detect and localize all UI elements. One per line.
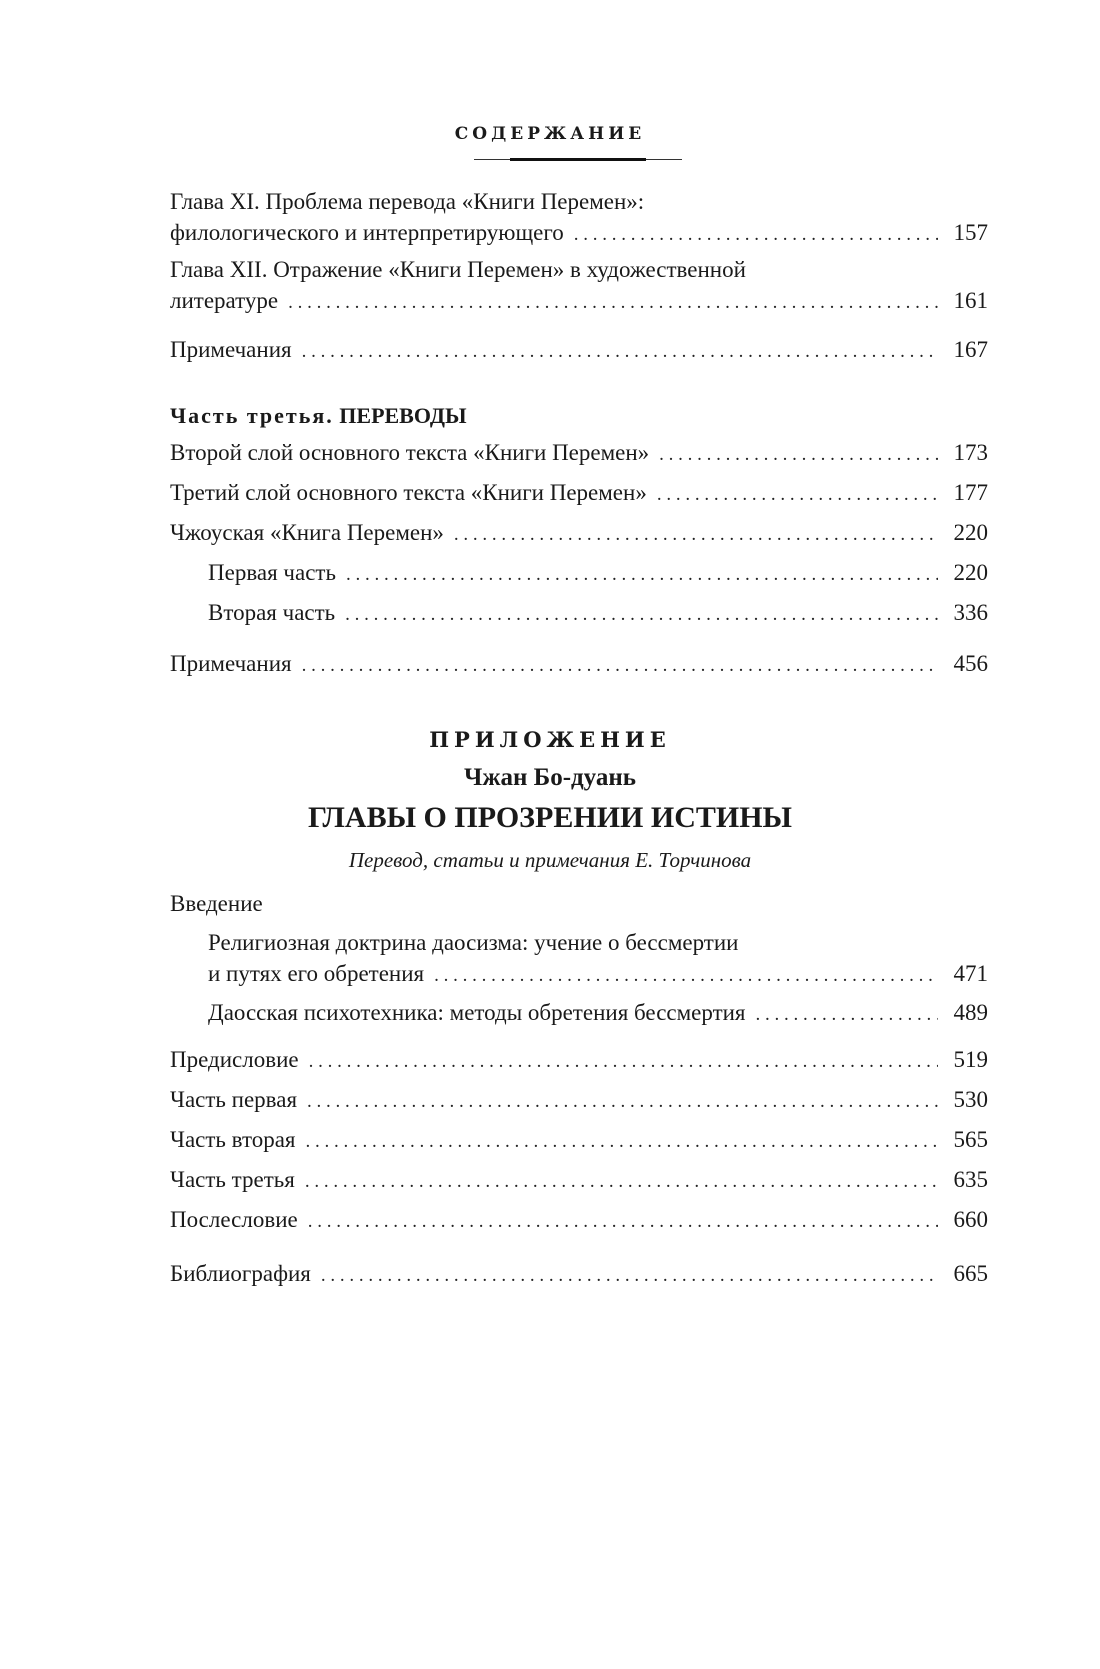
toc-page-number: 489 bbox=[953, 1000, 988, 1025]
toc-entry-text: Первая часть bbox=[208, 560, 336, 585]
part-heading bbox=[170, 400, 988, 431]
toc-entry[interactable] bbox=[170, 1044, 988, 1077]
toc-part2-tail bbox=[170, 186, 988, 367]
toc-entry-text: Библиография bbox=[170, 1261, 311, 1286]
toc-entry-text: Второй слой основного текста «Книги Перемен» bbox=[170, 440, 650, 465]
toc-page-number: 167 bbox=[953, 337, 988, 362]
toc-entry[interactable] bbox=[170, 186, 988, 250]
leader-dots bbox=[305, 1166, 938, 1197]
leader-dots bbox=[321, 1260, 938, 1291]
toc-page-number: 530 bbox=[953, 1087, 988, 1112]
toc-page-number: 665 bbox=[953, 1261, 988, 1286]
toc-page-number: 635 bbox=[953, 1167, 988, 1192]
toc-page-number: 220 bbox=[953, 560, 988, 585]
toc-page-number: 157 bbox=[953, 220, 988, 245]
leader-dots bbox=[305, 1126, 938, 1157]
leader-dots bbox=[434, 960, 938, 991]
toc-page-number: 471 bbox=[953, 961, 988, 986]
toc-entry[interactable] bbox=[170, 1124, 988, 1157]
running-head: СОДЕРЖАНИЕ bbox=[454, 124, 646, 144]
leader-dots bbox=[756, 999, 938, 1030]
toc-page-number: 456 bbox=[953, 651, 988, 676]
leader-dots bbox=[308, 1206, 938, 1237]
toc-entry-text: Часть первая bbox=[170, 1087, 298, 1112]
toc-page-number: 161 bbox=[953, 288, 988, 313]
leader-dots bbox=[346, 559, 938, 590]
toc-page-number: 519 bbox=[953, 1047, 988, 1072]
toc-entry[interactable] bbox=[170, 927, 988, 991]
toc-entry[interactable] bbox=[170, 254, 988, 318]
part-heading-caps: ПЕРЕВОДЫ bbox=[339, 403, 467, 428]
toc-entry-text: Третий слой основного текста «Книги Перемен» bbox=[170, 480, 647, 505]
appendix-title: ГЛАВЫ О ПРОЗРЕНИИ ИСТИНЫ bbox=[307, 801, 792, 834]
toc-entry[interactable] bbox=[170, 557, 988, 590]
toc-entry-text: Даосская психотехника: методы обретения бессмертия bbox=[208, 1000, 746, 1025]
toc-entry-text-cont: филологического и интерпретирующего bbox=[170, 220, 564, 245]
toc-entry-text: Вторая часть bbox=[208, 600, 336, 625]
toc-entry[interactable] bbox=[170, 997, 988, 1030]
leader-dots bbox=[574, 219, 938, 250]
toc-entry[interactable] bbox=[170, 888, 988, 919]
leader-dots bbox=[307, 1086, 938, 1117]
toc-entry-text: Религиозная доктрина даосизма: учение о бессмертии bbox=[208, 930, 739, 955]
toc-entry-text-cont: и путях его обретения bbox=[208, 961, 425, 986]
leader-dots bbox=[454, 519, 938, 550]
toc-entry-text: Предисловие bbox=[170, 1047, 299, 1072]
toc-entry-text: Глава XI. Проблема перевода «Книги Перемен»: bbox=[170, 189, 645, 214]
toc-entry-text-cont: литературе bbox=[170, 288, 279, 313]
toc-entry-text: Введение bbox=[170, 891, 263, 916]
toc-page-number: 220 bbox=[953, 520, 988, 545]
toc-entry-text: Примечания bbox=[170, 651, 292, 676]
toc-entry-text: Примечания bbox=[170, 337, 292, 362]
part-heading-label: Часть третья. bbox=[170, 403, 334, 428]
toc-entry-text: Часть третья bbox=[170, 1167, 295, 1192]
toc-page-number: 565 bbox=[953, 1127, 988, 1152]
leader-dots bbox=[657, 479, 938, 510]
leader-dots bbox=[302, 336, 938, 367]
toc-entry[interactable] bbox=[170, 437, 988, 470]
toc-entry[interactable] bbox=[170, 597, 988, 630]
toc-entry-text: Глава XII. Отражение «Книги Перемен» в художественной bbox=[170, 257, 746, 282]
leader-dots bbox=[659, 439, 938, 470]
appendix-author: Чжан Бо-дуань bbox=[464, 764, 636, 791]
toc-page-number: 660 bbox=[953, 1207, 988, 1232]
toc-entry[interactable] bbox=[170, 648, 988, 681]
toc-entry[interactable] bbox=[170, 1164, 988, 1197]
leader-dots bbox=[288, 287, 938, 318]
toc-entry[interactable] bbox=[170, 477, 988, 510]
toc-page-number: 336 bbox=[953, 600, 988, 625]
appendix-translator: Перевод, статьи и примечания Е. Торчинова bbox=[348, 848, 752, 872]
toc-entry[interactable] bbox=[170, 1084, 988, 1117]
toc-entry[interactable] bbox=[170, 1204, 988, 1237]
toc-appendix bbox=[170, 888, 988, 1291]
leader-dots bbox=[302, 650, 938, 681]
toc-part3 bbox=[170, 400, 988, 681]
appendix-label: ПРИЛОЖЕНИЕ bbox=[429, 727, 671, 752]
header-rule-accent bbox=[510, 158, 646, 161]
toc-page-number: 177 bbox=[953, 480, 988, 505]
toc-entry[interactable] bbox=[170, 517, 988, 550]
toc-entry-text: Часть вторая bbox=[170, 1127, 296, 1152]
toc-page-number: 173 bbox=[953, 440, 988, 465]
toc-entry-text: Послесловие bbox=[170, 1207, 298, 1232]
toc-entry[interactable] bbox=[170, 1258, 988, 1291]
leader-dots bbox=[309, 1046, 938, 1077]
toc-entry-text: Чжоуская «Книга Перемен» bbox=[170, 520, 444, 545]
leader-dots bbox=[345, 599, 938, 630]
toc-entry[interactable] bbox=[170, 334, 988, 367]
